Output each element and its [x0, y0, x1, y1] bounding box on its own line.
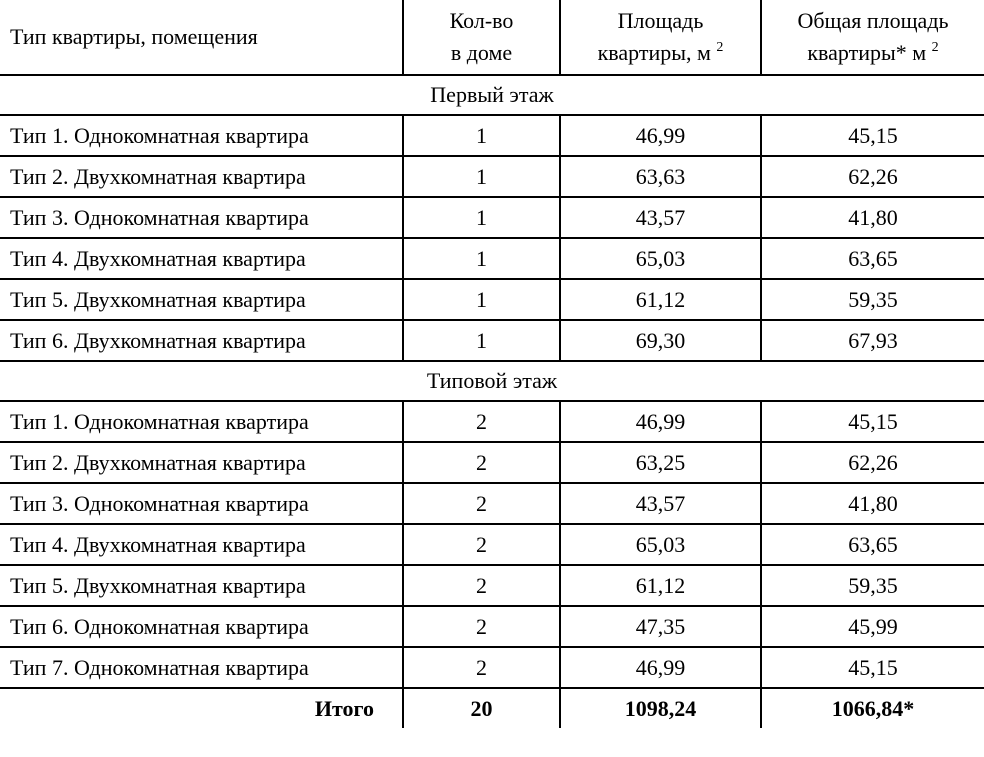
header-total-superscript: 2	[931, 40, 939, 55]
area-cell: 61,12	[560, 279, 761, 320]
apartment-type-cell: Тип 7. Однокомнатная квартира	[0, 647, 403, 688]
apartment-type-cell: Тип 6. Двухкомнатная квартира	[0, 320, 403, 361]
table-row	[0, 565, 984, 606]
count-cell: 1	[403, 197, 560, 238]
table-row	[0, 197, 984, 238]
area-cell: 47,35	[560, 606, 761, 647]
header-count-line1: Кол-во	[449, 8, 514, 33]
count-cell: 1	[403, 156, 560, 197]
count-cell: 1	[403, 320, 560, 361]
apartment-type-cell: Тип 5. Двухкомнатная квартира	[0, 279, 403, 320]
header-area-superscript: 2	[716, 40, 724, 55]
apartment-type-cell: Тип 2. Двухкомнатная квартира	[0, 442, 403, 483]
table-row	[0, 115, 984, 156]
total-count: 20	[403, 688, 560, 728]
apartment-type-cell: Тип 4. Двухкомнатная квартира	[0, 524, 403, 565]
total-area-cell: 41,80	[761, 483, 984, 524]
area-cell: 69,30	[560, 320, 761, 361]
table-row	[0, 442, 984, 483]
total-label: Итого	[0, 688, 403, 728]
apartment-type-cell: Тип 4. Двухкомнатная квартира	[0, 238, 403, 279]
total-area-cell: 62,26	[761, 442, 984, 483]
section-title: Первый этаж	[0, 75, 984, 115]
header-apartment-area	[560, 0, 761, 75]
count-cell: 2	[403, 401, 560, 442]
total-row	[0, 688, 984, 728]
header-total-line1: Общая площадь	[797, 8, 949, 33]
count-cell: 1	[403, 115, 560, 156]
header-total-area	[761, 0, 984, 75]
count-cell: 2	[403, 442, 560, 483]
area-cell: 46,99	[560, 647, 761, 688]
table-row	[0, 483, 984, 524]
table-row	[0, 320, 984, 361]
table-row	[0, 156, 984, 197]
total-area-cell: 45,15	[761, 115, 984, 156]
total-area-cell: 62,26	[761, 156, 984, 197]
header-total-line2: квартиры* м	[807, 40, 927, 65]
apartment-type-cell: Тип 1. Однокомнатная квартира	[0, 115, 403, 156]
total-area-cell: 63,65	[761, 238, 984, 279]
table-row	[0, 401, 984, 442]
total-area-cell: 67,93	[761, 320, 984, 361]
table-row	[0, 279, 984, 320]
table-row	[0, 238, 984, 279]
table-header-row	[0, 0, 984, 75]
count-cell: 2	[403, 647, 560, 688]
apartment-type-cell: Тип 1. Однокомнатная квартира	[0, 401, 403, 442]
header-count-in-house	[403, 0, 560, 75]
total-area-cell: 63,65	[761, 524, 984, 565]
total-area-cell: 41,80	[761, 197, 984, 238]
count-cell: 2	[403, 606, 560, 647]
area-cell: 46,99	[560, 401, 761, 442]
header-total-line2-wrap	[762, 37, 984, 69]
area-cell: 61,12	[560, 565, 761, 606]
total-area-cell: 45,15	[761, 401, 984, 442]
apartment-type-cell: Тип 6. Однокомнатная квартира	[0, 606, 403, 647]
total-area-cell: 45,15	[761, 647, 984, 688]
table-row	[0, 606, 984, 647]
section-row	[0, 361, 984, 401]
apartment-type-cell: Тип 2. Двухкомнатная квартира	[0, 156, 403, 197]
total-area-cell: 59,35	[761, 565, 984, 606]
area-cell: 63,25	[560, 442, 761, 483]
count-cell: 2	[403, 565, 560, 606]
area-cell: 46,99	[560, 115, 761, 156]
total-area: 1098,24	[560, 688, 761, 728]
count-cell: 1	[403, 279, 560, 320]
table-row	[0, 524, 984, 565]
count-cell: 2	[403, 524, 560, 565]
section-title: Типовой этаж	[0, 361, 984, 401]
area-cell: 63,63	[560, 156, 761, 197]
header-area-line2: квартиры, м	[597, 40, 711, 65]
header-apartment-type: Тип квартиры, помещения	[0, 0, 403, 75]
area-cell: 65,03	[560, 524, 761, 565]
header-count-line2: в доме	[450, 40, 513, 65]
count-cell: 1	[403, 238, 560, 279]
apartment-type-cell: Тип 3. Однокомнатная квартира	[0, 197, 403, 238]
total-overall-area: 1066,84*	[761, 688, 984, 728]
total-area-cell: 59,35	[761, 279, 984, 320]
count-cell: 2	[403, 483, 560, 524]
header-area-line1: Площадь	[617, 8, 704, 33]
area-cell: 65,03	[560, 238, 761, 279]
total-area-cell: 45,99	[761, 606, 984, 647]
section-row	[0, 75, 984, 115]
area-cell: 43,57	[560, 483, 761, 524]
table-row	[0, 647, 984, 688]
area-cell: 43,57	[560, 197, 761, 238]
apartment-type-cell: Тип 3. Однокомнатная квартира	[0, 483, 403, 524]
apartment-type-cell: Тип 5. Двухкомнатная квартира	[0, 565, 403, 606]
header-area-line2-wrap	[561, 37, 760, 69]
